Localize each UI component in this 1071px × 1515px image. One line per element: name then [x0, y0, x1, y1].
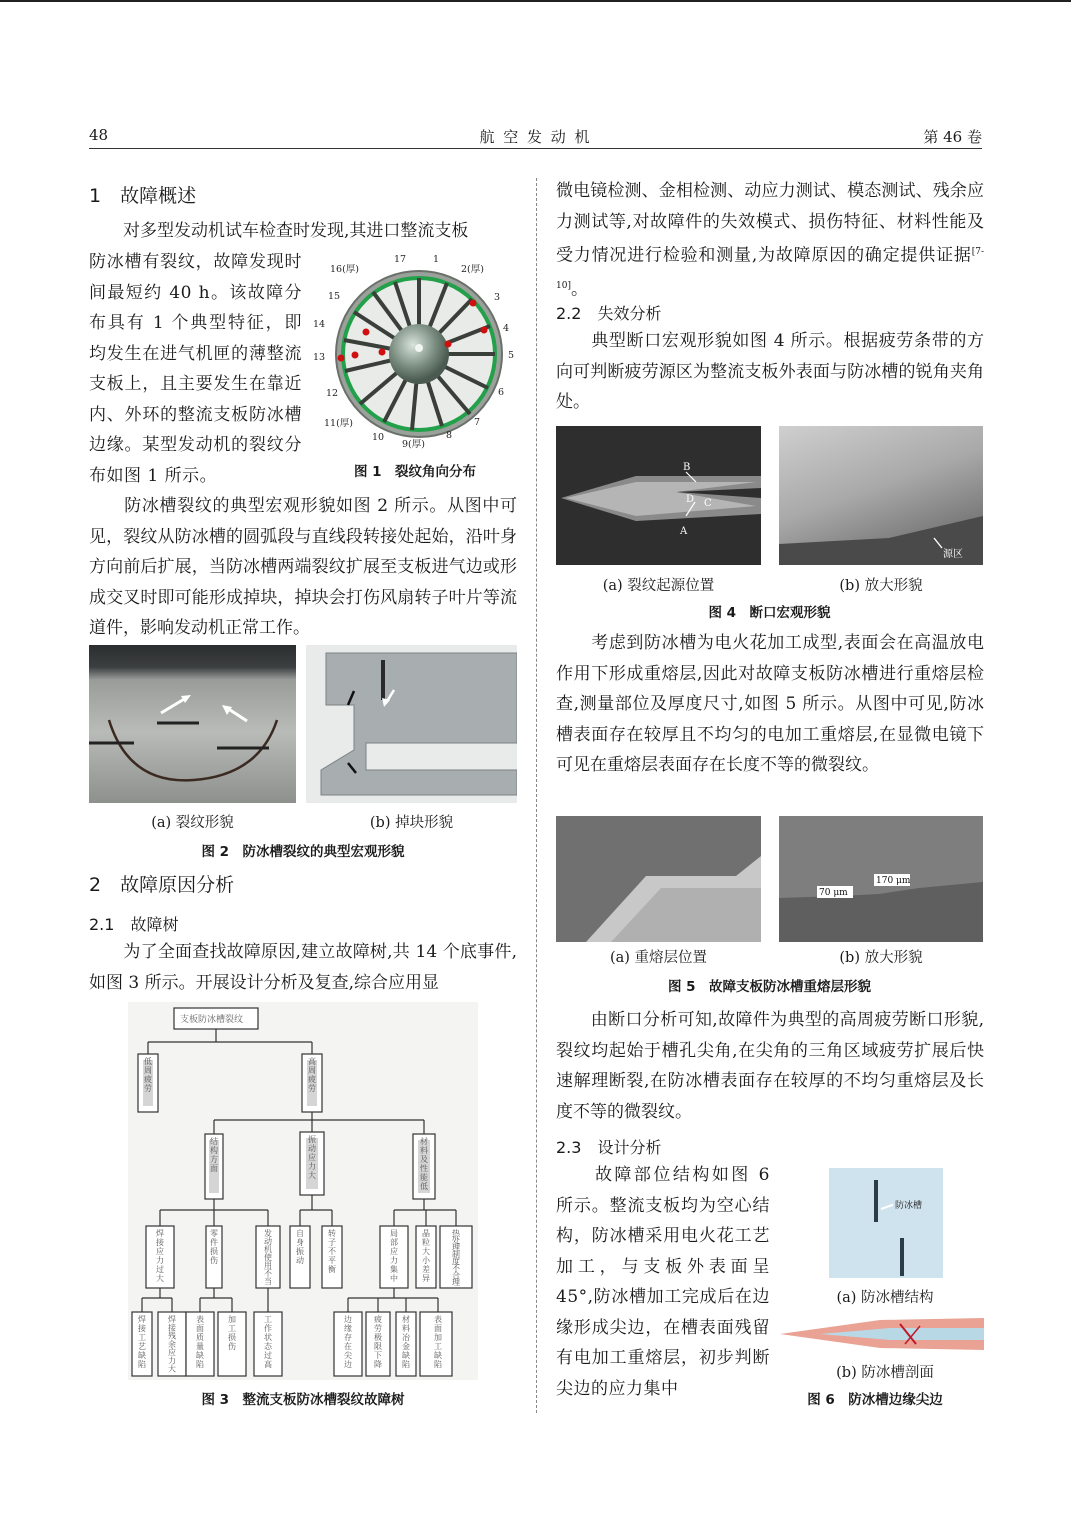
page-number: 48 — [89, 126, 109, 144]
figure-2a-photo — [89, 645, 296, 803]
figure-6a-photo — [829, 1168, 943, 1278]
figure-5b-label: (b) 放大形貌 — [839, 950, 923, 966]
tree-node: 焊接应力过大 — [156, 1229, 164, 1283]
wheel-label: 11(厚) — [324, 418, 354, 429]
section-1-para2: 防冰槽裂纹的典型宏观形貌如图 2 所示。从图中可见，裂纹从防冰槽的圆弧段与直线段转接处起始，沿叶身方向前后扩展，当防冰槽两端裂纹扩展至支板进气边或形成交叉时即可能形成掉块，掉块会打伤风扇转子叶片等流道件，影响发动机正常工作。 — [89, 496, 517, 638]
fig6-label: 防冰槽 — [895, 1201, 923, 1211]
wheel-label: 9(厚) — [402, 439, 425, 450]
section-1-heading: 1 故障概述 — [89, 185, 197, 207]
tree-node: 表面质量缺陷 — [196, 1315, 204, 1369]
tree-node: 高周疲劳 — [308, 1057, 316, 1093]
wheel-label: 16(厚) — [330, 264, 360, 275]
wheel-label: 4 — [503, 323, 510, 334]
section-2-1-para: 为了全面查找故障原因,建立故障树,共 14 个底事件,如图 3 所示。开展设计分析及复查,综合应用显 — [89, 942, 517, 993]
citation: [7-10] — [556, 247, 984, 292]
figure-4a-label: (a) 裂纹起源位置 — [602, 578, 715, 594]
tree-node: 局部应力集中 — [390, 1229, 398, 1283]
section-2-heading: 2 故障原因分析 — [89, 874, 235, 896]
wheel-label: 10 — [372, 432, 385, 443]
column-divider — [536, 178, 537, 1413]
tree-node: 零件损伤 — [210, 1229, 218, 1265]
tree-node: 边缘存在尖边 — [344, 1315, 352, 1369]
figure-3-caption: 图 3 整流支板防冰槽裂纹故障树 — [201, 1392, 405, 1408]
figure-2b-label: (b) 掉块形貌 — [369, 815, 454, 831]
wheel-label: 6 — [498, 387, 505, 398]
tree-node: 发动机使用不当 — [264, 1229, 272, 1286]
wheel-label: 1 — [433, 254, 440, 265]
fig5-meas1: 170 μm — [876, 876, 911, 886]
figure-2b-photo — [306, 645, 517, 803]
tree-node: 工作状态过高 — [264, 1315, 272, 1369]
right-para-continued: 微电镜检测、金相检测、动应力测试、模态测试、残余应力测试等,对故障件的失效模式、损伤特征、材料性能及受力情况进行检验和测量,为故障原因的确定提供证据[7-10]。 — [556, 181, 984, 300]
figure-2-caption: 图 2 防冰槽裂纹的典型宏观形貌 — [201, 844, 405, 860]
tree-node: 结构方面 — [210, 1137, 218, 1173]
section-2-2-heading: 2.2 失效分析 — [556, 304, 662, 323]
tree-node: 材料冶金缺陷 — [402, 1315, 410, 1369]
tree-node: 晶粒大小差异 — [422, 1229, 430, 1283]
tree-node: 材料及性能低 — [420, 1137, 428, 1191]
fig4-marker: B — [683, 462, 691, 473]
tree-node: 热处理制度不合理 — [452, 1229, 460, 1287]
figure-4a-photo — [556, 426, 761, 565]
wheel-label: 8 — [446, 430, 453, 441]
figure-5b-photo — [779, 816, 983, 942]
section-1-para1-wrap: 防冰槽有裂纹，故障发现时间最短约 40 h。该故障分布具有 1 个典型特征，即均发生在进气机匣的薄整流支板上，且主要发生在靠近内、外环的整流支板防冰槽边缘。某型发动机的裂纹分布如图 1 所示。 — [89, 252, 302, 486]
section-2-1-heading: 2.1 故障树 — [89, 915, 179, 934]
figure-6b-label: (b) 防冰槽剖面 — [836, 1365, 934, 1381]
tree-node: 振动应力大 — [308, 1135, 316, 1180]
fig4-marker: C — [704, 498, 712, 509]
figure-2a-label: (a) 裂纹形貌 — [151, 815, 234, 831]
figure-6a-label: (a) 防冰槽结构 — [836, 1290, 934, 1306]
figure-1-wheel — [308, 248, 528, 453]
wheel-label: 14 — [313, 319, 326, 330]
journal-title: 航 空 发 动 机 — [479, 128, 592, 146]
figure-1-caption: 图 1 裂纹角向分布 — [353, 464, 477, 480]
fracture-para: 由断口分析可知,故障件为典型的高周疲劳断口形貌,裂纹均起始于槽孔尖角,在尖角的三角区域疲劳扩展后快速解理断裂,在防冰槽表面存在较厚的不均匀重熔层及长度不等的微裂纹。 — [556, 1010, 984, 1122]
fig4-marker: A — [680, 526, 688, 537]
header-rule — [89, 148, 982, 149]
figure-3-fault-tree — [128, 1002, 478, 1380]
figure-4b-photo — [779, 426, 983, 565]
section-1-para1-first: 对多型发动机试车检查时发现,其进口整流支板 — [89, 221, 469, 241]
wheel-label: 12 — [326, 388, 339, 399]
figure-6-caption: 图 6 防冰槽边缘尖边 — [807, 1392, 943, 1408]
figure-6b-section — [780, 1314, 984, 1354]
section-2-3-heading: 2.3 设计分析 — [556, 1138, 662, 1157]
section-2-2-para: 典型断口宏观形貌如图 4 所示。根据疲劳条带的方向可判断疲劳源区为整流支板外表面与防冰槽的锐角夹角处。 — [556, 331, 984, 412]
top-border — [0, 0, 1071, 2]
tree-node: 转子不平衡 — [328, 1229, 336, 1274]
remelt-para: 考虑到防冰槽为电火花加工成型,表面会在高温放电作用下形成重熔层,因此对故障支板防冰槽进行重熔层检查,测量部位及厚度尺寸,如图 5 所示。从图中可见,防冰槽表面存在较厚且不均匀的电加工重熔层,在显微电镜下可见在重熔层表面存在长度不等的微裂纹。 — [556, 633, 984, 775]
tree-node: 支板防冰槽裂纹 — [180, 1015, 244, 1025]
tree-node: 表面加工缺陷 — [434, 1315, 442, 1369]
wheel-label: 15 — [328, 291, 341, 302]
fig5-meas2: 70 μm — [819, 888, 848, 898]
wheel-label: 7 — [474, 417, 481, 428]
tree-node: 焊接残余应力大 — [168, 1315, 176, 1374]
fig4-source-label: 源区 — [943, 549, 963, 560]
tree-node: 疲劳极限下降 — [374, 1315, 382, 1369]
volume-label: 第 46 卷 — [923, 128, 982, 146]
figure-5a-label: (a) 重熔层位置 — [609, 950, 708, 966]
section-2-3-para: 故障部位结构如图 6 所示。整流支板均为空心结构，防冰槽采用电火花工艺加工，与支板外表面呈 45°,防冰槽加工完成后在边缘形成尖边，在槽表面残留有电加工重熔层，初步判断尖边的应力集中 — [556, 1165, 770, 1399]
tree-node: 加工损伤 — [228, 1315, 236, 1351]
wheel-label: 17 — [394, 254, 407, 265]
figure-4b-label: (b) 放大形貌 — [839, 578, 923, 594]
tree-node: 低周疲劳 — [144, 1057, 152, 1093]
wheel-label: 2(厚) — [461, 264, 484, 275]
wheel-label: 5 — [508, 350, 515, 361]
wheel-label: 3 — [494, 292, 501, 303]
figure-5a-photo — [556, 816, 761, 942]
figure-5-caption: 图 5 故障支板防冰槽重熔层形貌 — [667, 979, 872, 995]
tree-node: 自身振动 — [296, 1229, 304, 1265]
wheel-label: 13 — [313, 352, 326, 363]
figure-4-caption: 图 4 断口宏观形貌 — [708, 605, 831, 621]
fig4-marker: D — [686, 494, 695, 505]
tree-node: 焊接工艺缺陷 — [138, 1315, 146, 1369]
